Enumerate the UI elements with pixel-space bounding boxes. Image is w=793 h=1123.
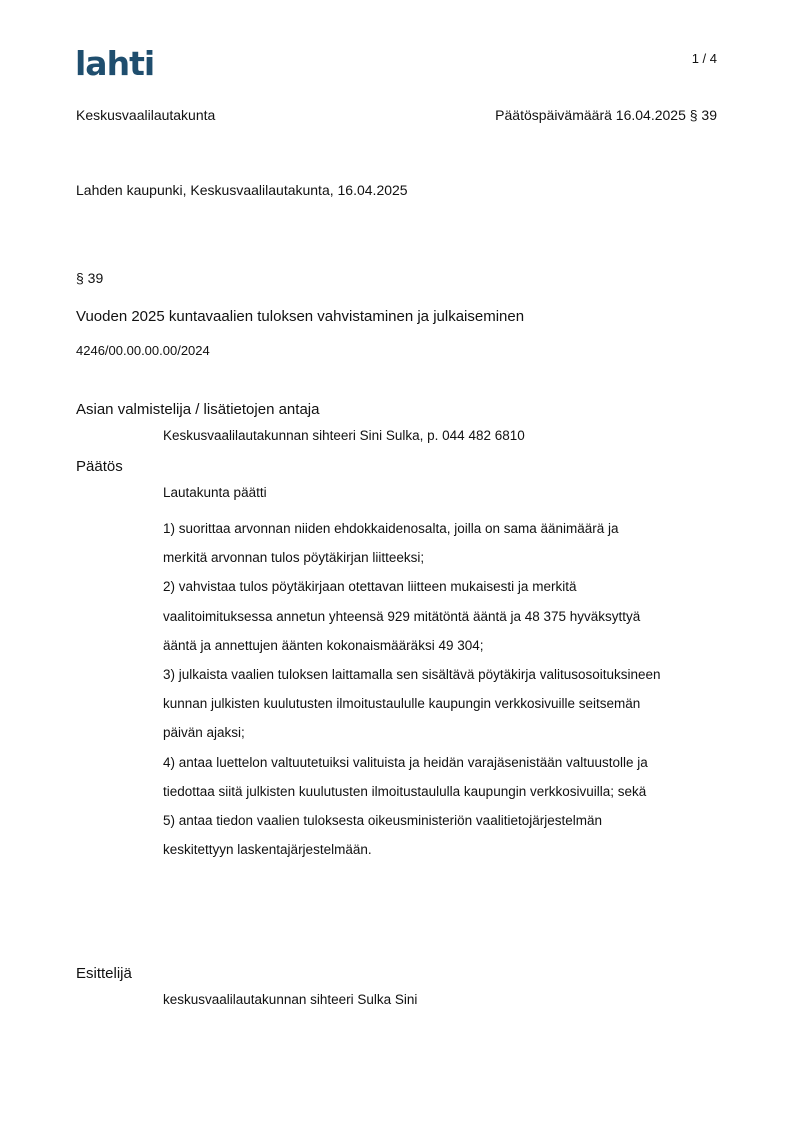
preparer-text: Keskusvaalilautakunnan sihteeri Sini Sulka, p. 044 482 6810 <box>163 428 525 443</box>
decision-line: 5) antaa tiedon vaalien tuloksesta oikeusministeriön vaalitietojärjestelmän <box>163 812 602 828</box>
decision-line: 3) julkaista vaalien tuloksen laittamalla sen sisältävä pöytäkirja valitusosoituksineen <box>163 666 661 682</box>
lahti-logo: lahti <box>75 44 155 83</box>
decision-line: ääntä ja annettujen äänten kokonaismääräksi 49 304; <box>163 637 484 653</box>
decision-body <box>163 514 723 864</box>
page-number: 1 / 4 <box>691 51 717 66</box>
preparer-heading: Asian valmistelija / lisätietojen antaja <box>76 401 320 418</box>
decision-heading: Päätös <box>76 458 123 475</box>
decision-intro: Lautakunta päätti <box>163 485 267 500</box>
decision-line: tiedottaa siitä julkisten kuulutusten ilmoitustaululla kaupungin verkkosivuilla; sekä <box>163 783 647 799</box>
decision-line: 2) vahvistaa tulos pöytäkirjaan otettavan liitteen mukaisesti ja merkitä <box>163 579 577 595</box>
committee-name: Keskusvaalilautakunta <box>76 107 216 123</box>
decision-line: keskitettyyn laskentajärjestelmään. <box>163 842 372 858</box>
section-number: § 39 <box>76 270 104 286</box>
decision-line: kunnan julkisten kuulutusten ilmoitustaululle kaupungin verkkosivuille seitsemän <box>163 696 641 712</box>
decision-line: vaalitoimituksessa annetun yhteensä 929 mitätöntä ääntä ja 48 375 hyväksyttyä <box>163 608 641 624</box>
decision-date: Päätöspäivämäärä 16.04.2025 § 39 <box>495 107 717 123</box>
place-and-date-line: Lahden kaupunki, Keskusvaalilautakunta, 16.04.2025 <box>76 182 408 198</box>
decision-line: 4) antaa luettelon valtuutetuiksi valituista ja heidän varajäsenistään valtuustolle ja <box>163 754 648 770</box>
presenter-heading: Esittelijä <box>76 965 132 982</box>
document-title: Vuoden 2025 kuntavaalien tuloksen vahvistaminen ja julkaiseminen <box>76 308 525 325</box>
decision-line: 1) suorittaa arvonnan niiden ehdokkaidenosalta, joilla on sama äänimäärä ja <box>163 521 619 536</box>
case-number: 4246/00.00.00.00/2024 <box>76 343 210 358</box>
decision-line: merkitä arvonnan tulos pöytäkirjan liitteeksi; <box>163 550 425 566</box>
decision-line: päivän ajaksi; <box>163 725 245 741</box>
presenter-text: keskusvaalilautakunnan sihteeri Sulka Sini <box>163 992 418 1007</box>
